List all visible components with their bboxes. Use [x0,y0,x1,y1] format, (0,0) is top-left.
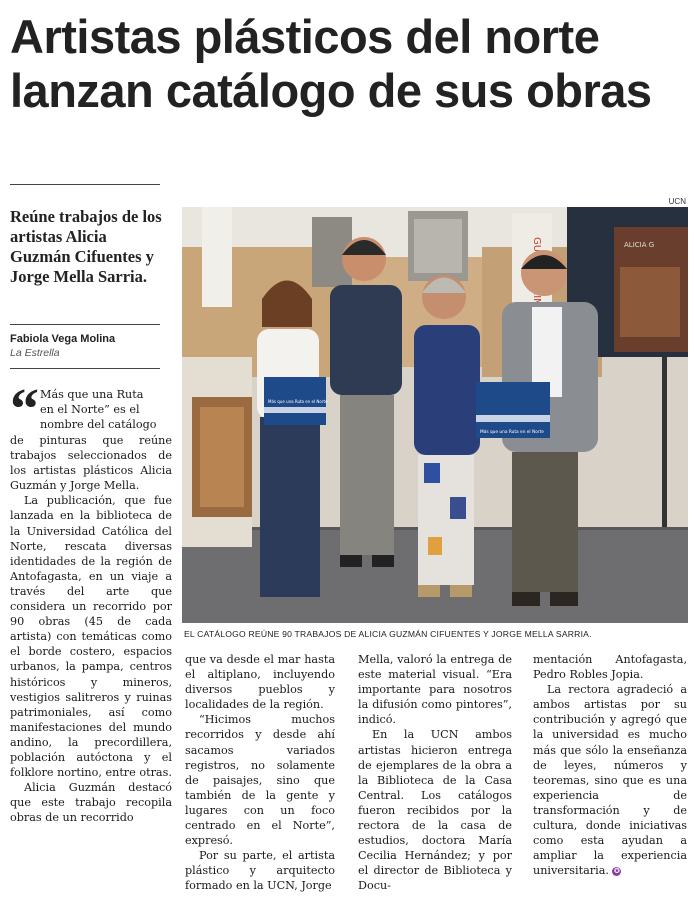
byline-outlet: La Estrella [10,347,60,359]
headline: Artistas plásticos del norte lanzan catálogo de sus obras [10,10,652,117]
svg-text:Más que una Ruta en el Norte: Más que una Ruta en el Norte [268,399,328,404]
photo-caption: EL CATÁLOGO REÚNE 90 TRABAJOS DE ALICIA GUZMÁN CIFUENTES Y JORGE MELLA SARRIA. [184,629,592,639]
paragraph: “Hicimos muchos recorridos y desde ahí sacamos variados registros, no solamente de paisajes, sino que también de la gente y lugares con un foco centrado en el Norte”, expresó. [185,713,335,848]
headline-rule [10,184,160,185]
book-cover-title: Más que una Ruta en el Norte [480,430,544,435]
paragraph: mentación Antofagasta, Pedro Robles Jopia. [533,653,687,682]
subhead-rule [10,324,160,325]
quote-mark: “ [10,376,39,441]
column-4 [533,652,687,878]
paragraph: En la UCN ambos artistas hicieron entrega de ejemplares de la obra a la Biblioteca de la Casa Central. Los catálogos fueron recibidos por la rectora de la casa de estudios, doctora María Cecilia Hernández; y por el director de Biblioteca y Docu- [358,728,512,893]
byline-author: Fabiola Vega Molina [10,333,116,345]
paragraph: que va desde el mar hasta el altiplano, incluyendo diversos pueblos y localidades de la región. [185,653,335,712]
screen-banner-text: ALICIA G [624,241,655,249]
paragraph: de pinturas que reúne trabajos seleccionados de los artistas plásticos Alicia Guzmán y Jorge Mella. [10,434,172,493]
photo-illustration [182,207,688,623]
lead-line-1: Más que una Ruta [40,388,144,401]
closing-paragraph-text: La rectora agradeció a ambos artistas por su contribución y agregó que la universidad es mucho más que sólo la enseñanza de leyes, números y teoremas, sino que es una experiencia de transformación y de cultura, donde iniciativas como esta ayudan a ampliar la experiencia universitaria. [533,683,687,878]
lead-line-3: nombre del catálogo [40,418,157,432]
paragraph: Por su parte, el artista plástico y arquitecto formado en la UCN, Jorge [185,849,335,893]
lead-indent-block [40,387,172,432]
paragraph [533,682,687,878]
byline-rule [10,368,160,369]
end-of-article-icon: ✪ [614,866,620,875]
lead-line-2: en el Norte” es el [40,403,140,417]
paragraph: Mella, valoró la entrega de este material visual. “Era importante para nosotros la difusión como pintores”, indicó. [358,653,512,727]
photo-credit: UCN [668,197,686,206]
subhead: Reúne trabajos de los artistas Alicia Guzmán Cifuentes y Jorge Mella Sarria. [10,207,162,286]
column-2 [185,652,335,894]
column-1 [10,433,172,825]
paragraph: La publicación, que fue lanzada en la biblioteca de la Universidad Católica del Norte, rescata diversas identidades de la región de Antofagasta, en un viaje a través del arte que considera un recorrido por 90 obras (45 de cada artista) con temáticas como el borde costero, espacios urbanos, la pampa, centros históricos y mineros, vestigios salitreros y ruinas patrimoniales, así como manifestaciones del mundo andino, la precordillera, población autóctona y el folklore nortino, entre otras. [10,494,172,780]
paragraph: Alicia Guzmán destacó que este trabajo recopila obras de un recorrido [10,781,172,825]
article-photo [182,207,688,623]
column-3 [358,652,512,894]
